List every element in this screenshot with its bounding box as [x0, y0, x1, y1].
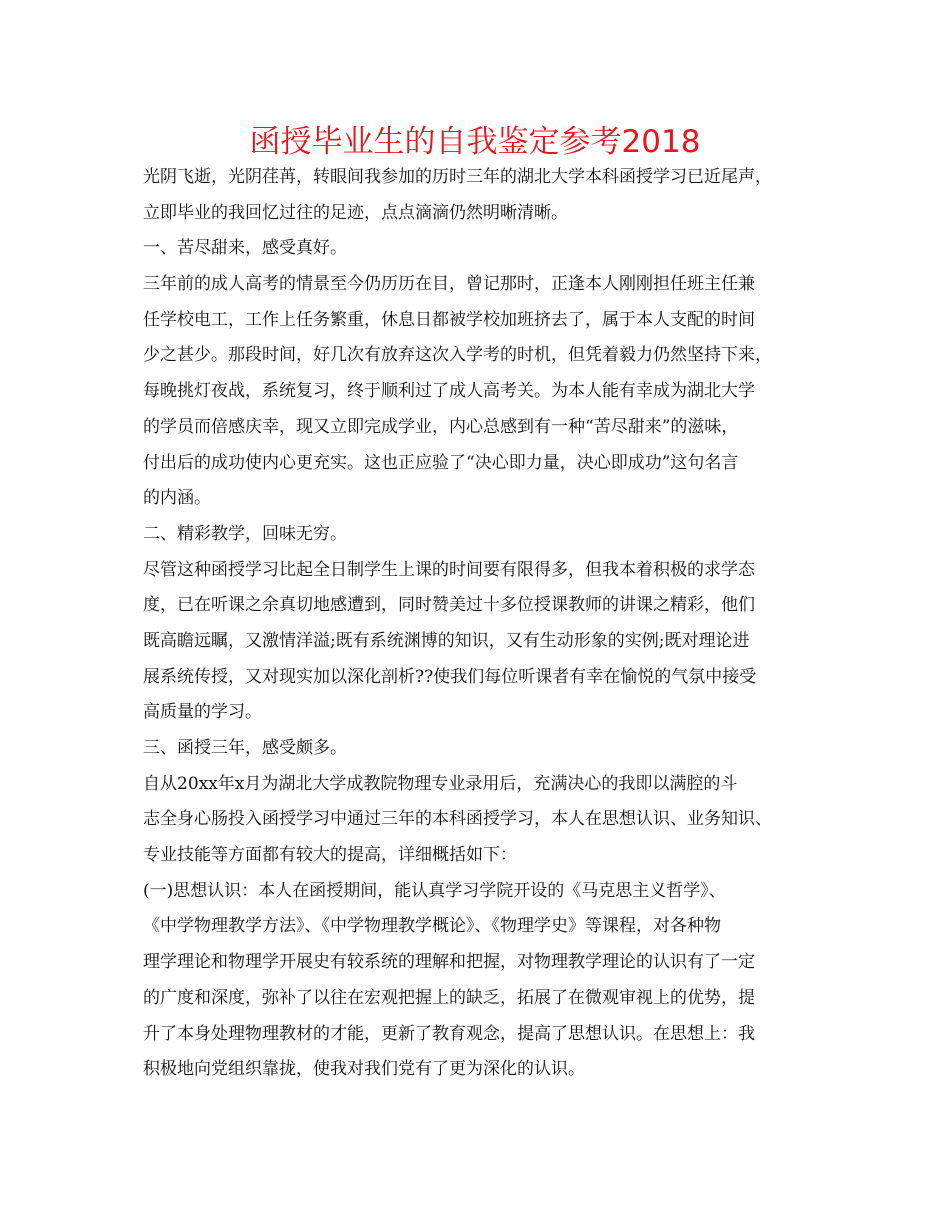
paragraph-line: 高质量的学习。	[143, 702, 262, 723]
section-heading: 一、苦尽甜来，感受真好。	[143, 238, 347, 259]
document-body	[143, 160, 833, 1088]
paragraph-line: 升了本身处理物理教材的才能，更新了教育观念，提高了思想认识。在思想上：我	[143, 1023, 755, 1044]
paragraph-line: 的学员而倍感庆幸，现又立即完成学业，内心总感到有一种“苦尽甜来”的滋味，	[143, 416, 739, 437]
paragraph-line: (一)思想认识：本人在函授期间，能认真学习学院开设的《马克思主义哲学》、	[143, 880, 726, 901]
paragraph-line: 积极地向党组织靠拢，使我对我们党有了更为深化的认识。	[143, 1059, 585, 1080]
paragraph-line: 自从20xx年x月为湖北大学成教院物理专业录用后，充满决心的我即以满腔的斗	[143, 773, 738, 794]
paragraph-line: 的广度和深度，弥补了以往在宏观把握上的缺乏，拓展了在微观审视上的优势，提	[143, 987, 755, 1008]
paragraph-line: 任学校电工，工作上任务繁重，休息日都被学校加班挤去了，属于本人支配的时间	[143, 309, 755, 330]
paragraph-line: 度，已在听课之余真切地感遭到，同时赞美过十多位授课教师的讲课之精彩，他们	[143, 595, 755, 616]
paragraph-line: 付出后的成功使内心更充实。这也正应验了“决心即力量，决心即成功”这句名言	[143, 452, 739, 473]
paragraph-line: 尽管这种函授学习比起全日制学生上课的时间要有限得多，但我本着积极的求学态	[143, 559, 755, 580]
paragraph-line: 理学理论和物理学开展史有较系统的理解和把握，对物理教学理论的认识有了一定	[143, 952, 755, 973]
section-heading: 二、精彩教学，回味无穷。	[143, 523, 347, 544]
paragraph-line: 少之甚少。那段时间，好几次有放弃这次入学考的时机，但凭着毅力仍然坚持下来，	[143, 345, 772, 366]
paragraph-line: 的内涵。	[143, 488, 211, 509]
paragraph-line: 专业技能等方面都有较大的提高，详细概括如下：	[143, 845, 517, 866]
document-title: 函授毕业生的自我鉴定参考2018	[249, 124, 701, 160]
paragraph-line: 每晚挑灯夜战，系统复习，终于顺利过了成人高考关。为本人能有幸成为湖北大学	[143, 381, 755, 402]
paragraph-line: 展系统传授，又对现实加以深化剖析??使我们每位听课者有幸在愉悦的气氛中接受	[143, 666, 757, 687]
paragraph-line: 志全身心肠投入函授学习中通过三年的本科函授学习，本人在思想认识、业务知识、	[143, 809, 772, 830]
section-heading: 三、函授三年，感受颇多。	[143, 738, 347, 758]
paragraph-line: 既高瞻远瞩，又激情洋溢;既有系统渊博的知识，又有生动形象的实例;既对理论进	[143, 630, 750, 651]
paragraph-line: 立即毕业的我回忆过往的足迹，点点滴滴仍然明晰清晰。	[143, 202, 568, 223]
paragraph-line: 光阴飞逝，光阴荏苒，转眼间我参加的历时三年的湖北大学本科函授学习已近尾声，	[143, 167, 772, 187]
paragraph-line: 三年前的成人高考的情景至今仍历历在目，曾记那时，正逢本人刚刚担任班主任兼	[143, 274, 755, 295]
paragraph-line: 《中学物理教学方法》、《中学物理教学概论》、《物理学史》等课程，对各种物	[143, 916, 721, 937]
